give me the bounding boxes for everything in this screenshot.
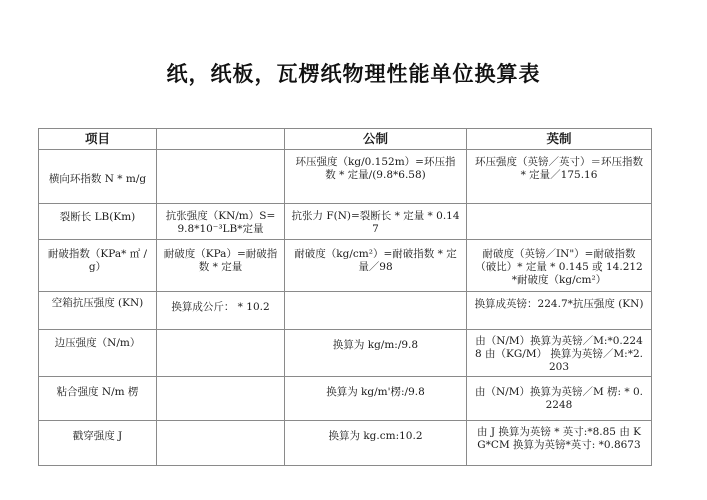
header-item: 项目	[39, 129, 157, 150]
col2-cell	[157, 421, 285, 466]
col2-cell: 耐破度（KPa）=耐破指数 * 定量	[157, 240, 285, 292]
imperial-cell: 由 J 换算为英镑 * 英寸:*8.85 由 KG*CM 换算为英镑*英寸: *0.8673	[467, 421, 652, 466]
metric-cell: 抗张力 F(N)=裂断长 * 定量 * 0.147	[285, 204, 467, 240]
table-header-row	[39, 129, 652, 150]
table-row	[39, 150, 652, 204]
imperial-cell: 耐破度（英镑／IN"）=耐破指数（破比）* 定量 * 0.145 或 14.212*耐破度（kg/cm²）	[467, 240, 652, 292]
table-row	[39, 330, 652, 377]
item-cell: 边压强度（N/m）	[39, 330, 157, 377]
imperial-cell: 环压强度（英镑／英寸）＝环压指数 * 定量／175.16	[467, 150, 652, 204]
imperial-cell	[467, 204, 652, 240]
header-blank	[157, 129, 285, 150]
page-title: 纸，纸板，瓦楞纸物理性能单位换算表	[166, 62, 541, 86]
item-cell: 戳穿强度 J	[39, 421, 157, 466]
table-row	[39, 204, 652, 240]
imperial-cell: 由（N/M）换算为英镑／M:*0.2248 由（KG/M） 换算为英镑／M:*2.203	[467, 330, 652, 377]
metric-cell: 换算为 kg/m'楞:/9.8	[285, 377, 467, 421]
table-row	[39, 240, 652, 292]
item-cell: 空箱抗压强度 (KN)	[39, 292, 157, 330]
imperial-cell: 由（N/M）换算为英镑／M 楞: * 0.2248	[467, 377, 652, 421]
table-row	[39, 292, 652, 330]
col2-cell	[157, 377, 285, 421]
metric-cell: 耐破度（kg/cm²）=耐破指数 * 定量／98	[285, 240, 467, 292]
header-metric: 公制	[285, 129, 467, 150]
imperial-cell: 换算成英镑：224.7*抗压强度 (KN)	[467, 292, 652, 330]
metric-cell: 换算为 kg.cm:10.2	[285, 421, 467, 466]
item-cell: 粘合强度 N/m 楞	[39, 377, 157, 421]
col2-cell: 抗张强度（KN/m）S=9.8*10⁻³LB*定量	[157, 204, 285, 240]
col2-cell	[157, 150, 285, 204]
item-cell: 耐破指数（KPa* ㎡ /g）	[39, 240, 157, 292]
metric-cell: 换算为 kg/m:/9.8	[285, 330, 467, 377]
col2-cell: 换算成公斤： * 10.2	[157, 292, 285, 330]
item-cell: 裂断长 LB(Km)	[39, 204, 157, 240]
header-imperial: 英制	[467, 129, 652, 150]
metric-cell	[285, 292, 467, 330]
table-row	[39, 421, 652, 466]
table-row	[39, 377, 652, 421]
col2-cell	[157, 330, 285, 377]
conversion-table	[38, 128, 652, 466]
item-cell: 横向环指数 N * m/g	[39, 150, 157, 204]
metric-cell: 环压强度（kg/0.152m）=环压指数 * 定量/(9.8*6.58)	[285, 150, 467, 204]
